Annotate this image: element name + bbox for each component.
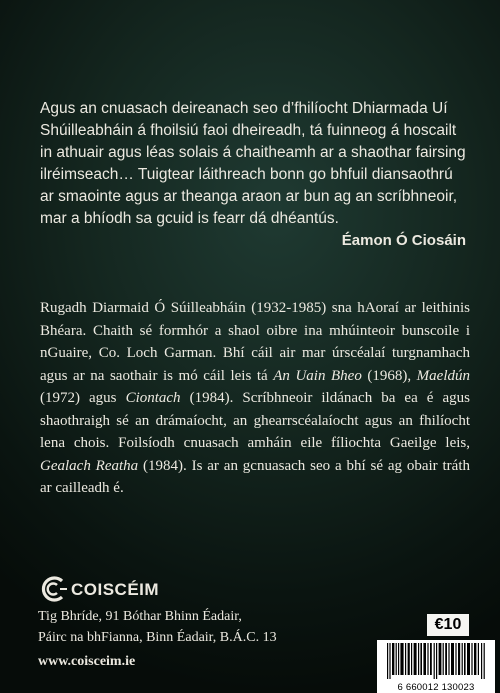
work-title: Gealach Reatha [40, 457, 139, 474]
price-badge: €10 [427, 614, 469, 636]
publisher-name: COISCÉIM [71, 579, 160, 599]
coisceim-c-logo-icon [38, 576, 68, 602]
quote-attribution: Éamon Ó Ciosáin [341, 232, 466, 249]
blurb-quote [40, 98, 466, 230]
publisher-block [38, 576, 338, 672]
address-line: Tig Bhríde, 91 Bóthar Bhinn Éadair, [38, 609, 242, 624]
work-title: An Uain Bheo [273, 367, 362, 384]
isbn-barcode [377, 640, 495, 693]
work-title: Ciontach [125, 390, 181, 406]
quote-line: Agus an cnuasach deireanach seo d’fhilíocht Dhiarmada Uí [40, 100, 448, 117]
bio-text: Rugadh Diarmaid Ó Súilleabháin (1932-1985) sna hAoraí ar leithinis Bhéara. Chaith sé formhór a shaol oibre ina mhúinteoir bunscoile i nGuaire, Co. Loch Garman. Bhí cáil air mar úrscéalaí turgnamhach agus ar na saothair is mó cáil leis tá [40, 300, 470, 384]
quote-line: mar a bhíodh sa gcuid is fearr dá dhéantús. [40, 210, 339, 227]
bio-text: (1984). Is ar an gcnuasach seo a bhí sé ag obair tráth ar cailleadh é. [40, 457, 470, 496]
publisher-logo [38, 576, 338, 602]
bio-paragraph [40, 297, 470, 500]
barcode-number: 6 660012 130023 [397, 682, 475, 693]
address-line: Páirc na bhFianna, Binn Éadair, B.Á.C. 13 [38, 630, 277, 645]
bio-text: (1968), [361, 367, 417, 384]
quote-line: Shúilleabháin á fhoilsiú faoi dheireadh, tá fuinneog á hoscailt [40, 122, 457, 139]
bio-text: (1972) agus [40, 390, 126, 406]
bio-text: (1984). Scríbhneoir ildánach ba ea é agus shaothraigh sé an drámaíocht, an ghearrscéalaíocht agus an fhilíocht lena chois. Foilsíodh cnuasach amháin eile fíliochta Gaeilge leis, [40, 390, 470, 451]
barcode-icon [387, 643, 485, 679]
work-title: Maeldún [416, 367, 470, 384]
quote-line: ilréimseach… Tuigtear láithreach bonn go bhfuil diansaothrú [40, 166, 453, 183]
author-biography [40, 297, 470, 500]
publisher-website-link[interactable]: www.coisceim.ie [38, 654, 136, 669]
quote-line: ar smaointe agus ar theanga araon ar bun ag an scríbhneoir, [40, 188, 458, 205]
quote-line: in athuair agus léas solais á chaitheamh ar a shaothar fairsing [40, 144, 466, 161]
